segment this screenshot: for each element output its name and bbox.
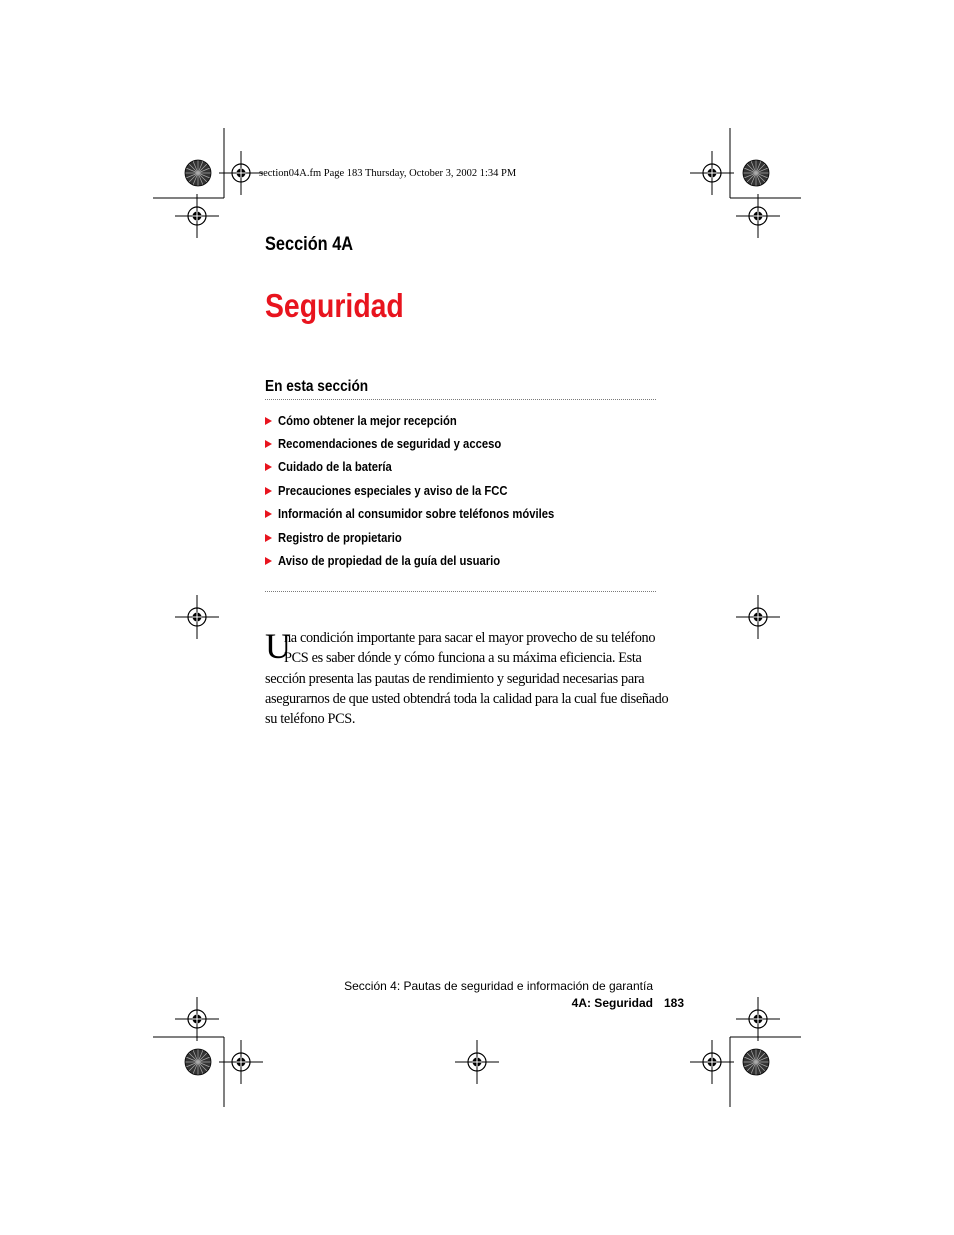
footer-section-title: Sección 4: Pautas de seguridad e información de garantía <box>344 979 653 993</box>
list-item[interactable]: Información al consumidor sobre teléfonos móviles <box>265 505 585 528</box>
intro-line: PCS es saber dónde y cómo funciona a su máxima eficiencia. Esta <box>284 650 642 667</box>
triangle-bullet-icon <box>265 557 272 565</box>
triangle-bullet-icon <box>265 487 272 495</box>
drop-cap: U <box>265 626 291 666</box>
intro-line: su teléfono PCS. <box>265 711 356 728</box>
intro-line: asegurarnos de que usted obtendrá toda la calidad para la cual fue diseñado <box>265 690 669 707</box>
section-label: Sección 4A <box>265 234 354 255</box>
footer-chapter-title: 4A: Seguridad <box>571 996 653 1010</box>
triangle-bullet-icon <box>265 440 272 448</box>
page-number: 183 <box>664 996 685 1010</box>
triangle-bullet-icon <box>265 534 272 542</box>
triangle-bullet-icon <box>265 510 272 518</box>
dotted-rule-bottom <box>265 591 656 592</box>
print-info-slug: section04A.fm Page 183 Thursday, October 3, 2002 1:34 PM <box>259 168 517 179</box>
intro-paragraph <box>265 626 669 729</box>
list-item[interactable]: Precauciones especiales y aviso de la FCC <box>265 481 585 504</box>
list-item[interactable]: Recomendaciones de seguridad y acceso <box>265 434 585 457</box>
page-title: Seguridad <box>265 287 404 324</box>
dotted-rule-top <box>265 399 656 400</box>
list-item[interactable]: Registro de propietario <box>265 528 585 551</box>
list-item[interactable]: Cómo obtener la mejor recepción <box>265 411 585 434</box>
intro-line: sección presenta las pautas de rendimiento y seguridad necesarias para <box>265 670 645 687</box>
triangle-bullet-icon <box>265 417 272 425</box>
intro-line: na condición importante para sacar el mayor provecho de su teléfono <box>284 630 656 646</box>
in-section-list <box>265 411 585 575</box>
triangle-bullet-icon <box>265 463 272 471</box>
list-item[interactable]: Aviso de propiedad de la guía del usuario <box>265 551 585 574</box>
list-item[interactable]: Cuidado de la batería <box>265 458 585 481</box>
in-section-heading: En esta sección <box>265 378 369 395</box>
